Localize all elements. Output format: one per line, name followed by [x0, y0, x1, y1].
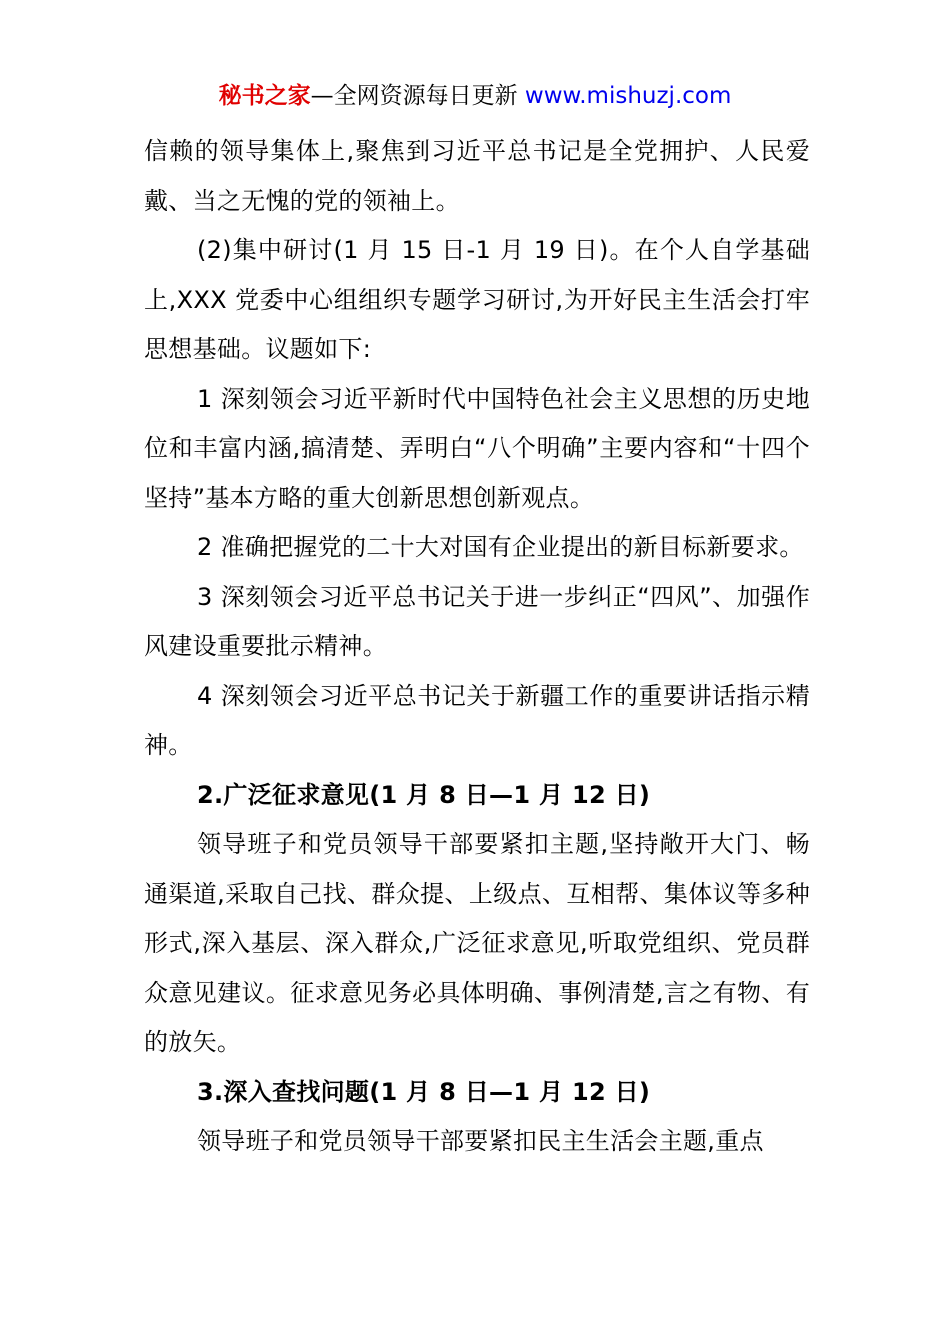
site-brand: 秘书之家	[218, 83, 311, 109]
paragraph-4: 2 准确把握党的二十大对国有企业提出的新目标新要求。	[197, 533, 804, 561]
site-url-link[interactable]: www.mishuzj.com	[524, 83, 732, 109]
paragraph-3: 1 深刻领会习近平新时代中国特色社会主义思想的历史地位和丰富内涵,搞清楚、弄明白“八个明确”主要内容和“十四个坚持”基本方略的重大创新思想创新观点。	[144, 384, 810, 512]
paragraph-5: 3 深刻领会习近平总书记关于进一步纠正“四风”、加强作风建设重要批示精神。	[144, 582, 810, 660]
paragraph-1: 信赖的领导集体上,聚焦到习近平总书记是全党拥护、人民爱戴、当之无愧的党的领袖上。	[144, 137, 810, 215]
paragraph-6: 4 深刻领会习近平总书记关于新疆工作的重要讲话指示精神。	[144, 681, 810, 759]
paragraph-7: 领导班子和党员领导干部要紧扣主题,坚持敞开大门、畅通渠道,采取自己找、群众提、上级点、互相帮、集体议等多种形式,深入基层、深入群众,广泛征求意见,听取党组织、党员群众意见建议。征求意见务必具体明确、事例清楚,言之有物、有的放矢。	[144, 830, 810, 1056]
site-header	[0, 80, 950, 112]
section-heading-2: 2.广泛征求意见(1 月 8 日—1 月 12 日)	[197, 780, 651, 809]
section-heading-3: 3.深入查找问题(1 月 8 日—1 月 12 日)	[197, 1077, 651, 1106]
site-tagline: —全网资源每日更新	[310, 83, 518, 109]
paragraph-2: (2)集中研讨(1 月 15 日-1 月 19 日)。在个人自学基础上,XXX 党委中心组组织专题学习研讨,为开好民主生活会打牢思想基础。议题如下:	[144, 236, 810, 363]
document-body	[144, 127, 810, 1167]
paragraph-8: 领导班子和党员领导干部要紧扣民主生活会主题,重点	[197, 1127, 764, 1155]
